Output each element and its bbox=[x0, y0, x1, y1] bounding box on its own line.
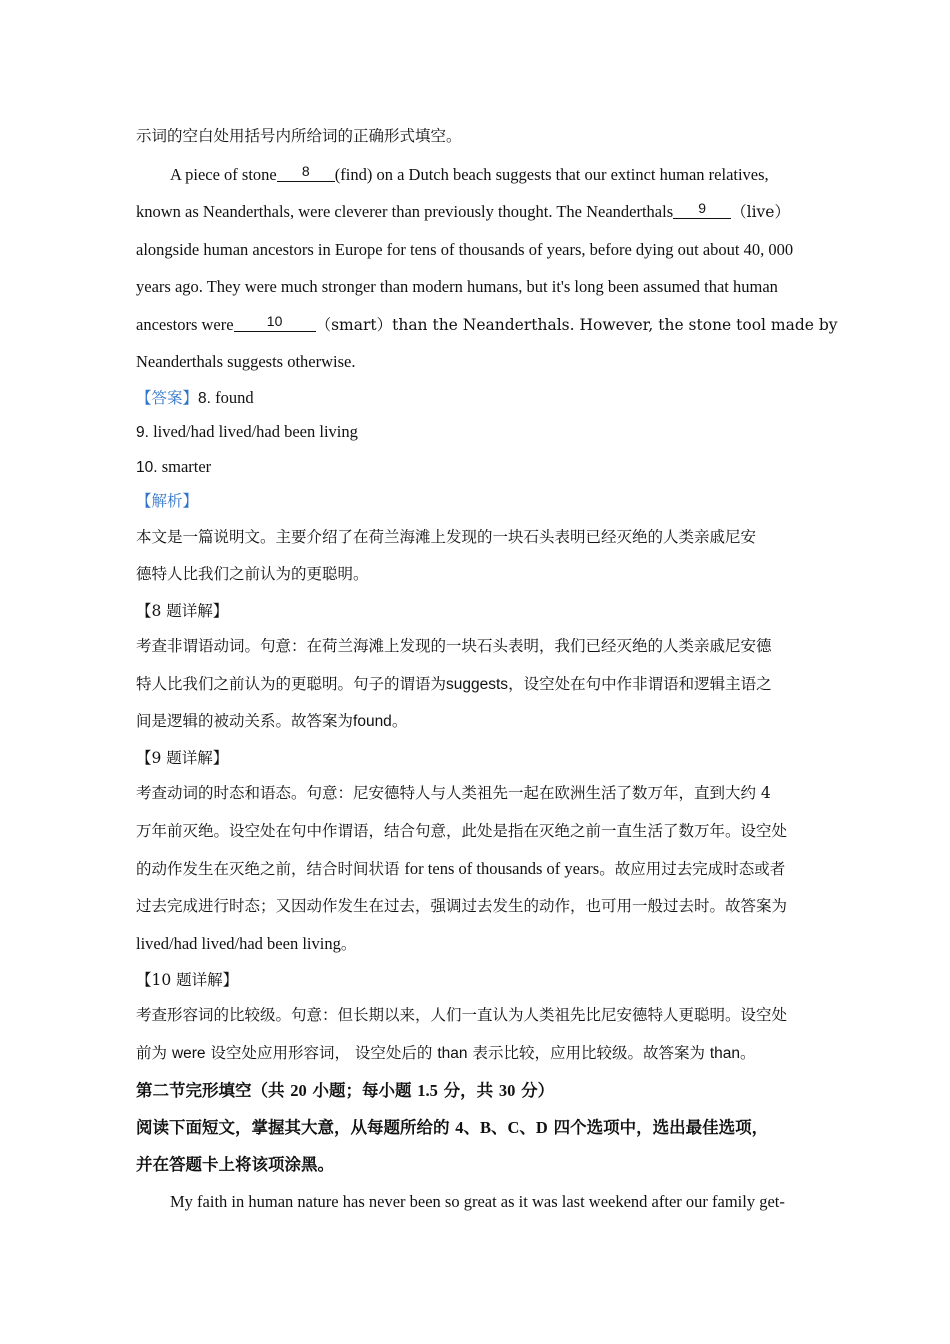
analysis-line-2: 德特人比我们之前认为的更聪明。 bbox=[136, 565, 369, 583]
passage-line-3: alongside human ancestors in Europe for tens of thousands of years, before dying out about 40, 000 bbox=[136, 239, 794, 259]
section-2-title bbox=[136, 1072, 816, 1109]
explain-keyword: suggests bbox=[446, 675, 509, 693]
document-page bbox=[136, 118, 838, 1221]
section-2-instruction-line-1 bbox=[136, 1109, 816, 1146]
explain-text: 特人比我们之前认为的更聪明。句子的谓语为 bbox=[136, 674, 447, 693]
explain-text: 间是逻辑的被动关系。故答案为 bbox=[136, 712, 354, 730]
explain-text: ，设空处在句中作非谓语和逻辑主语之 bbox=[508, 674, 772, 693]
answer-text: found bbox=[215, 387, 254, 407]
passage-text: known as Neanderthals, were cleverer than previously thought. The Neanderthals bbox=[136, 202, 674, 221]
passage-text: (find) on a Dutch beach suggests that our extinct human relatives, bbox=[334, 164, 769, 184]
q8-line-1: 考查非谓语动词。句意：在荷兰海滩上发现的一块石头表明，我们已经灭绝的人类亲戚尼安德 bbox=[136, 637, 772, 655]
explain-text: 设空处应用形容词， 设空处后的 bbox=[205, 1043, 438, 1062]
explain-keyword: than bbox=[437, 1044, 468, 1062]
blank-8[interactable]: 8 bbox=[277, 161, 335, 182]
q9-line-3 bbox=[136, 850, 816, 888]
explain-text: 前为 bbox=[136, 1043, 172, 1062]
answer-number: 8. bbox=[198, 389, 211, 407]
explain-keyword: were bbox=[171, 1044, 206, 1062]
section-instruction-text: 四个选项中，选出最佳选项， bbox=[547, 1118, 769, 1137]
explain-text: 。 bbox=[340, 935, 357, 953]
analysis-tag: 【解析】 bbox=[136, 492, 199, 510]
passage-line-2 bbox=[136, 193, 816, 231]
explain-text: 。故应用过去完成时态或者 bbox=[599, 860, 786, 878]
q8-line-3 bbox=[136, 703, 816, 741]
section-title-number: 1.5 bbox=[417, 1081, 438, 1100]
section-title-number: 20 bbox=[290, 1081, 307, 1100]
instruction-text: 示词的空白处用括号内所给词的正确形式填空。 bbox=[136, 127, 462, 145]
analysis-line-1: 本文是一篇说明文。主要介绍了在荷兰海滩上发现的一块石头表明已经灭绝的人类亲戚尼安 bbox=[136, 527, 757, 546]
passage-line-6: Neanderthals suggests otherwise. bbox=[136, 352, 356, 371]
explain-text: 表示比较，应用比较级。故答案为 bbox=[467, 1043, 710, 1062]
q8-heading: 【8 题详解】 bbox=[136, 601, 229, 620]
q9-line-2: 万年前灭绝。设空处在句中作谓语，结合句意，此处是指在灭绝之前一直生活了数万年。设空处 bbox=[136, 821, 788, 840]
passage-text: A piece of stone bbox=[170, 164, 277, 184]
passage-line-1 bbox=[136, 156, 816, 194]
passage-line-4: years ago. They were much stronger than modern humans, but it's long been assumed that human bbox=[136, 277, 778, 296]
passage-text: ancestors were bbox=[136, 314, 234, 334]
q9-line-1: 考查动词的时态和语态。句意：尼安德特人与人类祖先一起在欧洲生活了数万年，直到大约 4 bbox=[136, 784, 771, 802]
answer-line-9 bbox=[136, 415, 816, 450]
answer-line-8 bbox=[136, 381, 816, 416]
blank-9[interactable]: 9 bbox=[673, 198, 731, 219]
section-title-text: 小题；每小题 bbox=[306, 1081, 418, 1100]
q10-line-1: 考查形容词的比较级。句意：但长期以来，人们一直认为人类祖先比尼安德特人更聪明。设空处 bbox=[136, 1006, 788, 1024]
section-title-text: 第二节完形填空（共 bbox=[136, 1081, 291, 1100]
explain-keyword: for tens of thousands of years bbox=[404, 859, 600, 878]
q10-heading: 【10 题详解】 bbox=[136, 970, 239, 989]
section-title-text: 分，共 bbox=[437, 1081, 499, 1100]
passage-line-5 bbox=[136, 306, 838, 344]
section-instruction-text: 阅读下面短文，掌握其大意，从每题所给的 bbox=[136, 1118, 456, 1137]
q9-heading: 【9 题详解】 bbox=[136, 748, 229, 767]
section-title-text: 分） bbox=[515, 1081, 555, 1100]
answer-number: 9. bbox=[136, 424, 149, 441]
section-title-number: 30 bbox=[498, 1081, 516, 1100]
cloze-passage-line-1: My faith in human nature has never been so great as it was last weekend after our family get- bbox=[170, 1192, 785, 1211]
blank-10[interactable]: 10 bbox=[234, 311, 316, 332]
q9-line-5 bbox=[136, 925, 816, 963]
q10-line-2 bbox=[136, 1035, 816, 1073]
explain-keyword: than bbox=[709, 1044, 741, 1062]
answer-text: lived/had lived/had been living bbox=[153, 422, 358, 441]
explain-keyword: lived/had lived/had been living bbox=[136, 934, 341, 953]
explain-text: 的动作发生在灭绝之前，结合时间状语 bbox=[136, 860, 405, 878]
answer-text: smarter bbox=[161, 456, 212, 476]
explain-keyword: found bbox=[353, 713, 392, 730]
answer-tag: 【答案】 bbox=[136, 388, 199, 407]
section-2-instruction-line-2: 并在答题卡上将该项涂黑。 bbox=[136, 1155, 334, 1174]
passage-text: （smart）than the Neanderthals. However, the stone tool made by bbox=[315, 315, 838, 334]
explain-text: 。 bbox=[740, 1043, 756, 1062]
answer-line-10 bbox=[136, 450, 816, 485]
explain-text: 。 bbox=[391, 712, 408, 730]
section-instruction-options: 4、B、C、D bbox=[455, 1118, 548, 1137]
passage-text: （live） bbox=[731, 203, 790, 221]
answer-number: 10. bbox=[136, 458, 158, 476]
q9-line-4: 过去完成进行时态；又因动作发生在过去，强调过去发生的动作，也可用一般过去时。故答案为 bbox=[136, 896, 788, 915]
q8-line-2 bbox=[136, 666, 816, 704]
